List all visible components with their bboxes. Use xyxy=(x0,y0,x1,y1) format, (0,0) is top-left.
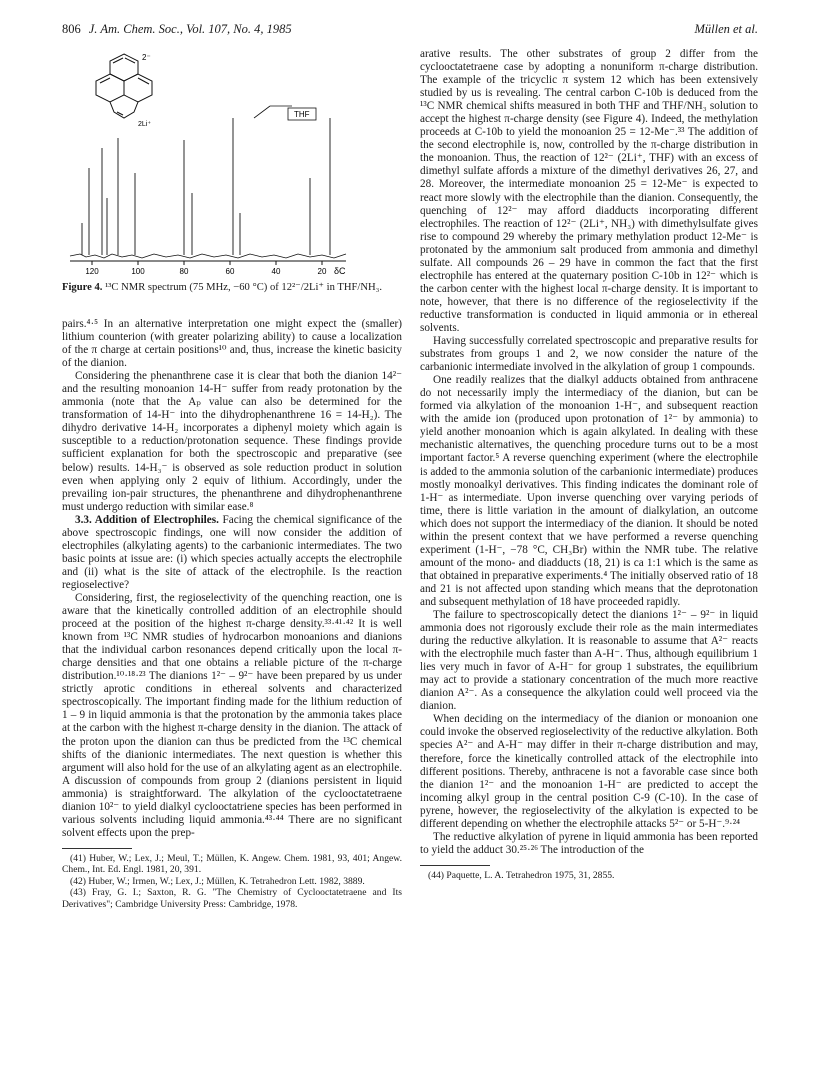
tick-label: 40 xyxy=(271,267,281,276)
running-head-left xyxy=(62,22,292,37)
section-heading: 3.3. Addition of Electrophiles. xyxy=(75,513,219,526)
footnote: (41) Huber, W.; Lex, J.; Meul, T.; Müllen, K. Angew. Chem. 1981, 93, 401; Angew. Chem., Int. Ed. Engl. 1981, 20, 391. xyxy=(62,852,402,876)
paragraph: Considering the phenanthrene case it is clear that both the dianion 14²⁻ and the resulting monoanion 14-H⁻ suffer from ready protonation by the ammonia (note that the Aₚ value can also be determined for the transformation of 14-H⁻ into the dihydrophenanthrene 16 = 14-H₂). The dihydro derivative 14-H₂ incorporates a diphenyl moiety which again is susceptible to a reduction/protonation sequence. These findings provide sufficient explanation for both the spectroscopic and preparative (see below) results. 14-H₃⁻ is observed as sole reduction product in solution even when applying only 2 equiv of lithium. Accordingly, under the prevailing ion-pair structures, the phenanthrene and dihydrophenanthrene must undergo reduction with similar ease.⁸ xyxy=(62,370,402,513)
right-column xyxy=(420,48,758,881)
paragraph: When deciding on the intermediacy of the dianion or monoanion one could invoke the observed regioselectivity of the reductive alkylation. Both species A²⁻ and A-H⁻ may differ in their π-charge distribution and may, therefore, force the kinetically controlled attack of the electrophile into different positions. Thereby, anthracene is not a favorable case since both the dianion 1²⁻ and the monoanion 1-H⁻ are predicted to accept the incoming alkyl group in the central position C-9 (C-10). In the case of pyrene, however, the regioselectivity of the alkylation is expected to be different depending on whether the electrophile attacks 5²⁻ or 5-H⁻.⁹·²⁴ xyxy=(420,713,758,830)
footnote: (42) Huber, W.; Irmen, W.; Lex, J.; Müllen, K. Tetrahedron Lett. 1982, 3889. xyxy=(70,875,365,887)
footnotes xyxy=(420,870,758,881)
paragraph: One readily realizes that the dialkyl adducts obtained from anthracene do not necessarily imply the intermediacy of the dianion, but can be formed via alkylation of the monoanion 1-H⁻, and subsequent reaction with the amide ion (produced upon protonation of 1²⁻ by ammonia) to yield another monoanion which is again alkylated. In dealing with these mechanistic alternatives, the quenching procedure turns out to be a most important factor.⁵ A reverse quenching experiment (where the electrophile is added to the ammonia solution of the carbanionic intermediate) produces mostly monoalkyl derivatives. This finding indicates the dominant role of 1-H⁻ as intermediate. Upon inverse quenching over varying periods of time, there is little variation in the amount of dialkylation, an outcome which does not support the intermediacy of the dianion. It should be noted within the present context that we have performed a reverse quenching experiment (1-H⁻, −78 °C, CH₃Br) within the NMR tube. The relative amount of the mono- and diadducts (18, 21) is ca 1:1 which is the same as that obtained in preparative experiments.⁴ The initially observed ratio of 18 and 21 is not affected upon standing which means that the deprotonation and subsequent methylation of 18 have proceeded rapidly. xyxy=(420,374,758,608)
footnote-rule xyxy=(62,848,132,849)
tick-label: 80 xyxy=(179,267,189,276)
ppm-axis xyxy=(70,261,346,276)
spectrum-baseline xyxy=(70,254,346,258)
section-paragraph xyxy=(62,514,402,592)
spectrum-peaks xyxy=(82,118,330,255)
left-column xyxy=(62,48,402,910)
paragraph: The reductive alkylation of pyrene in liquid ammonia has been reported to yield the adduct 30.²⁵·²⁶ The introduction of the xyxy=(420,830,758,856)
author-names: Müllen et al. xyxy=(694,22,758,36)
footnote-rule xyxy=(420,865,490,866)
tick-label: 60 xyxy=(225,267,235,276)
footnote: (44) Paquette, L. A. Tetrahedron 1975, 31, 2855. xyxy=(428,869,615,881)
counterion-label: 2Li⁺ xyxy=(138,121,152,128)
running-head xyxy=(62,22,758,40)
journal-citation: J. Am. Chem. Soc., Vol. 107, No. 4, 1985 xyxy=(88,22,292,36)
footnotes xyxy=(62,853,402,910)
nmr-spectrum-figure xyxy=(62,48,402,310)
solvent-label: THF xyxy=(294,110,310,119)
molecule-structure-image xyxy=(96,54,152,118)
tick-label: 100 xyxy=(131,267,145,276)
tick-label: 20 xyxy=(317,267,327,276)
figure-4 xyxy=(62,48,402,310)
paragraph: Having successfully correlated spectroscopic and preparative results for substrates from groups 1 and 2, we now consider the nature of the carbanionic intermediate involved in the alkylation of group 1 compounds. xyxy=(420,335,758,374)
axis-unit-label: δC xyxy=(334,266,346,276)
molecule-charge-label: 2⁻ xyxy=(142,53,151,62)
paragraph: arative results. The other substrates of group 2 differ from the cyclooctatetraene case by adopting a nonuniform π-charge distribution. The example of the tricyclic π system 12 which has been extensively studied by us is revealing. The central carbon C-10b is deduced from the ¹³C NMR chemical shifts measured in both THF and THF/NH₃ solution to accept the highest π-charge density (see Figure 4). Indeed, the methylation proceeds at C-10b to yield the monoanion 25 = 12-Me⁻.³³ The addition of the second electrophile is, now, controlled by the π-charge distribution in the monoanion. Thus, the reaction of 12²⁻ (2Li⁺, THF) with an excess of dimethyl sulfate affords a mixture of the dimethyl derivatives 26, 27, and 28. Moreover, the intermediate monoanion 25 = 12-Me⁻ is expected to react more slowly with the electrophile than the dianion. Consequently, the quenching of 12²⁻ may afford diadducts incorporating different electrophiles. The reaction of 12²⁻ (2Li⁺, NH₃) with dimethylsulfate gives rise to compound 29 whereby the primary methylation product 12-Me⁻ is protonated by the ammonium salt produced from ammonia and dimethyl sulfate. All compounds 26 – 29 have in common the fact that the first electrophile has entered at the quaternary position C-10b in 12²⁻ which is the carbon center with the highest local π-charge density. It is important to note, however, that there is no difference of the regioselectivity if the reductive transformation is conducted in liquid ammonia or in ethereal solvents. xyxy=(420,48,758,334)
page-number: 806 xyxy=(62,22,81,36)
figure-caption-label: Figure 4. xyxy=(62,282,103,293)
paragraph: The failure to spectroscopically detect the dianions 1²⁻ – 9²⁻ in liquid ammonia does not rigorously exclude their role as the main intermediates during the reductive alkylation. It is reasonable to assume that A²⁻ reacts with the electrophile much faster than A-H⁻. Thus, although equilibrium 1 lies very much in favor of A-H⁻ for group 1 substrates, the equilibrium may act to provide a stationary concentration of the much more reactive dianion A²⁻. As a consequence the alkylation could well proceed via the dianion. xyxy=(420,609,758,713)
footnote: (43) Fray, G. I.; Saxton, R. G. "The Chemistry of Cyclooctatetraene and Its Derivatives"; Cambridge University Press: Cambridge, 1978. xyxy=(62,887,402,910)
tick-label: 120 xyxy=(85,267,99,276)
paragraph: pairs.⁴·⁵ In an alternative interpretation one might expect the (smaller) lithium counterion (with greater polarizing ability) to cause a localization of the π charge at certain positions¹⁰ and, thus, increase the kinetic basicity of the dianion. xyxy=(62,318,402,370)
figure-caption xyxy=(62,282,402,295)
figure-caption-text: ¹³C NMR spectrum (75 MHz, −60 °C) of 12²⁻/2Li⁺ in THF/NH₃. xyxy=(105,282,382,293)
paragraph-text: Facing the chemical significance of the above spectroscopic findings, one will now consider the addition of electrophiles (alkylating agents) to the carbanionic intermediates. The two basic points at issue are: (i) which species actually accepts the electrophile and (ii) what is the site of attack of the electrophile. Is the reaction regioselective? xyxy=(62,513,402,591)
paragraph: Considering, first, the regioselectivity of the quenching reaction, one is aware that the kinetically controlled addition of an electrophile should proceed at the position of the highest π-charge density.³³·⁴¹·⁴² It is well known from ¹³C NMR studies of hydrocarbon monoanions and dianions that the individual carbon resonances depend critically upon the local π-charge densities and that one obtains a reliable picture of the π-charge distribution.¹⁰·¹⁸·²³ The dianions 1²⁻ – 9²⁻ have been prepared by us under strictly aprotic conditions in ethereal solvents and characterized spectroscopically. The important finding made for the lithium reduction of 1 – 9 in liquid ammonia is that the protonation by the ammonia takes place at the carbon with the highest π-charge density in the dianion. The attack of the proton upon the dianion can thus be predicted from the ¹³C chemical shifts of the dianionic intermediates. The next question is whether this argument will also hold for the use of an alkylating agent as an electrophile. A discussion of compounds from group 2 (dianions persistent in liquid ammonia) is straightforward. The alkylation of the cyclooctatetraene dianion 10²⁻ to yield dialkyl cyclooctatriene species has been performed in various solvents including liquid ammonia.⁴³·⁴⁴ There are no significant solvent effects upon the prep- xyxy=(62,591,402,839)
solvent-box xyxy=(254,106,316,120)
